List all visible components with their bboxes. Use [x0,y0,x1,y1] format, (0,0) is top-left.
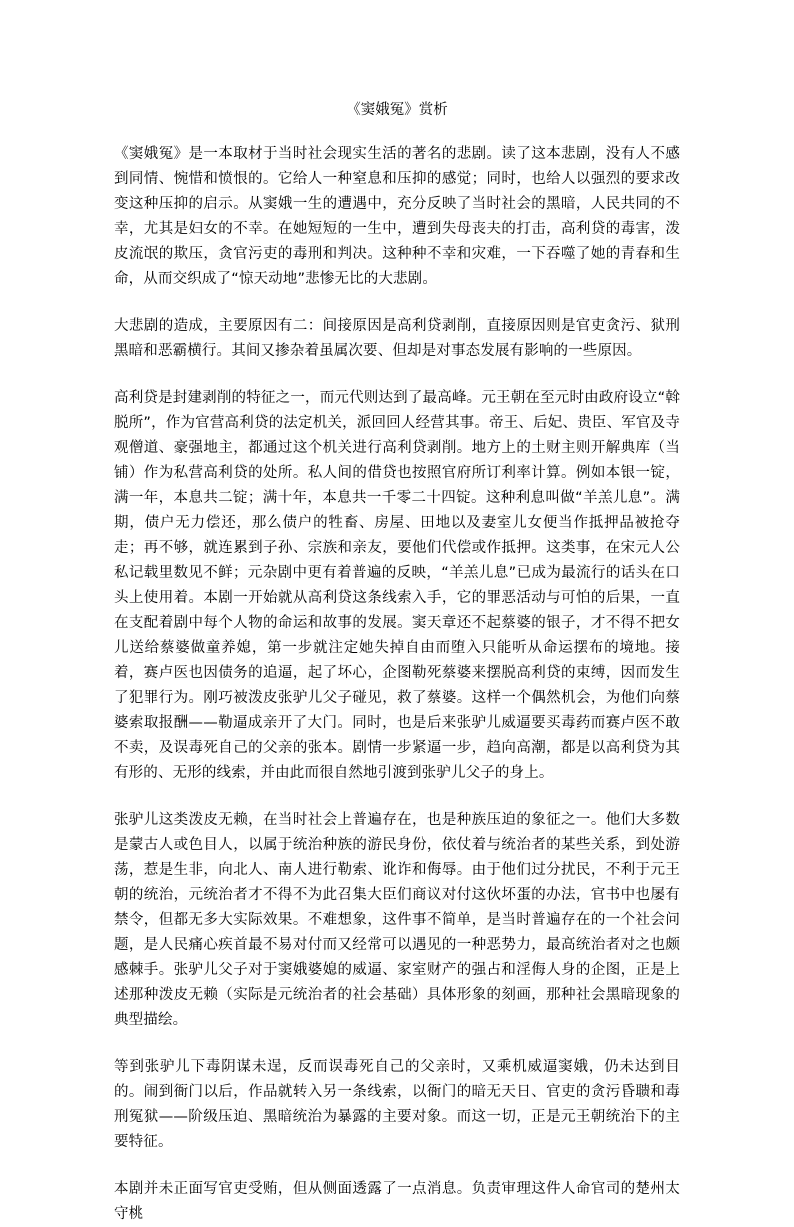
paragraph-4: 张驴儿这类泼皮无赖，在当时社会上普遍存在，也是种族压迫的象征之一。他们大多数是蒙古人或色目人，以属于统治种族的游民身份，依仗着与统治者的某些关系，到处游荡，惹是生非，向北人、南人进行勒索、讹诈和侮辱。由于他们过分扰民，不利于元王朝的统治，元统治者才不得不为此召集大臣们商议对付这伙坏蛋的办法，官书中也屡有禁令，但都无多大实际效果。不难想象，这件事不简单，是当时普遍存在的一个社会问题，是人民痛心疾首最不易对付而又经常可以遇见的一种恶势力，最高统治者对之也颇感棘手。张驴儿父子对于窦娥婆媳的威逼、家室财产的强占和淫侮人身的企图，正是上述那种泼皮无赖（实际是元统治者的社会基础）具体形象的刻画，那种社会黑暗现象的典型描绘。 [114,812,680,1028]
paragraph-2: 大悲剧的造成，主要原因有二：间接原因是高利贷剥削，直接原因则是官吏贪污、狱刑黑暗和恶霸横行。其间又掺杂着虽属次要、但却是对事态发展有影响的一些原因。 [114,318,680,359]
paragraph-5: 等到张驴儿下毒阴谋未逞，反而误毒死自己的父亲时，又乘机威逼窦娥，仍未达到目的。闹到衙门以后，作品就转入另一条线索，以衙门的暗无天日、官吏的贪污昏聩和毒刑冤狱——阶级压迫、黑暗统治为暴露的主要对象。而这一切，正是元王朝统治下的主要特征。 [114,1059,680,1150]
paragraph-1: 《窦娥冤》是一本取材于当时社会现实生活的著名的悲剧。读了这本悲剧，没有人不感到同情、惋惜和愤恨的。它给人一种窒息和压抑的感觉；同时，也给人以强烈的要求改变这种压抑的启示。从窦娥一生的遭遇中，充分反映了当时社会的黑暗，人民共同的不幸，尤其是妇女的不幸。在她短短的一生中，遭到失母丧夫的打击，高利贷的毒害，泼皮流氓的欺压，贪官污吏的毒刑和判决。这种种不幸和灾难，一下吞噬了她的青春和生命，从而交织成了“惊天动地”悲惨无比的大悲剧。 [114,146,680,287]
paragraph-6: 本剧并未正面写官吏受贿，但从侧面透露了一点消息。负责审理这件人命官司的楚州太守桃 [114,1181,680,1222]
document-title: 《窦娥冤》赏析 [346,102,448,118]
paragraph-3: 高利贷是封建剥削的特征之一，而元代则达到了最高峰。元王朝在至元时由政府设立“斡脱所”，作为官营高利贷的法定机关，派回回人经营其事。帝王、后妃、贵臣、军官及寺观僧道、豪强地主，都通过这个机关进行高利贷剥削。地方上的土财主则开解典库（当铺）作为私营高利贷的处所。私人间的借贷也按照官府所订利率计算。例如本银一锭，满一年，本息共二锭；满十年，本息共一千零二十四锭。这种利息叫做“羊羔儿息”。满期，债户无力偿还，那么债户的牲畜、房屋、田地以及妻室儿女便当作抵押品被抢夺走；再不够，就连累到子孙、宗族和亲友，要他们代偿或作抵押。这类事，在宋元人公私记载里数见不鲜；元杂剧中更有着普遍的反映，“羊羔儿息”已成为最流行的话头在口头上使用着。本剧一开始就从高利贷这条线索入手，它的罪恶活动与可怕的后果，一直在支配着剧中每个人物的命运和故事的发展。窦天章还不起蔡婆的银子，才不得不把女儿送给蔡婆做童养媳，第一步就注定她失掉自由而堕入只能听从命运摆布的境地。接着，赛卢医也因债务的追逼，起了坏心，企图勒死蔡婆来摆脱高利贷的束缚，因而发生了犯罪行为。刚巧被泼皮张驴儿父子碰见，救了蔡婆。这样一个偶然机会，为他们向蔡婆索取报酬——勒逼成亲开了大门。同时，也是后来张驴儿威逼要买毒药而赛卢医不敢不卖，及误毒死自己的父亲的张本。剧情一步紧逼一步，趋向高潮，都是以高利贷为其有形的、无形的线索，并由此而很自然地引渡到张驴儿父子的身上。 [114,390,680,781]
